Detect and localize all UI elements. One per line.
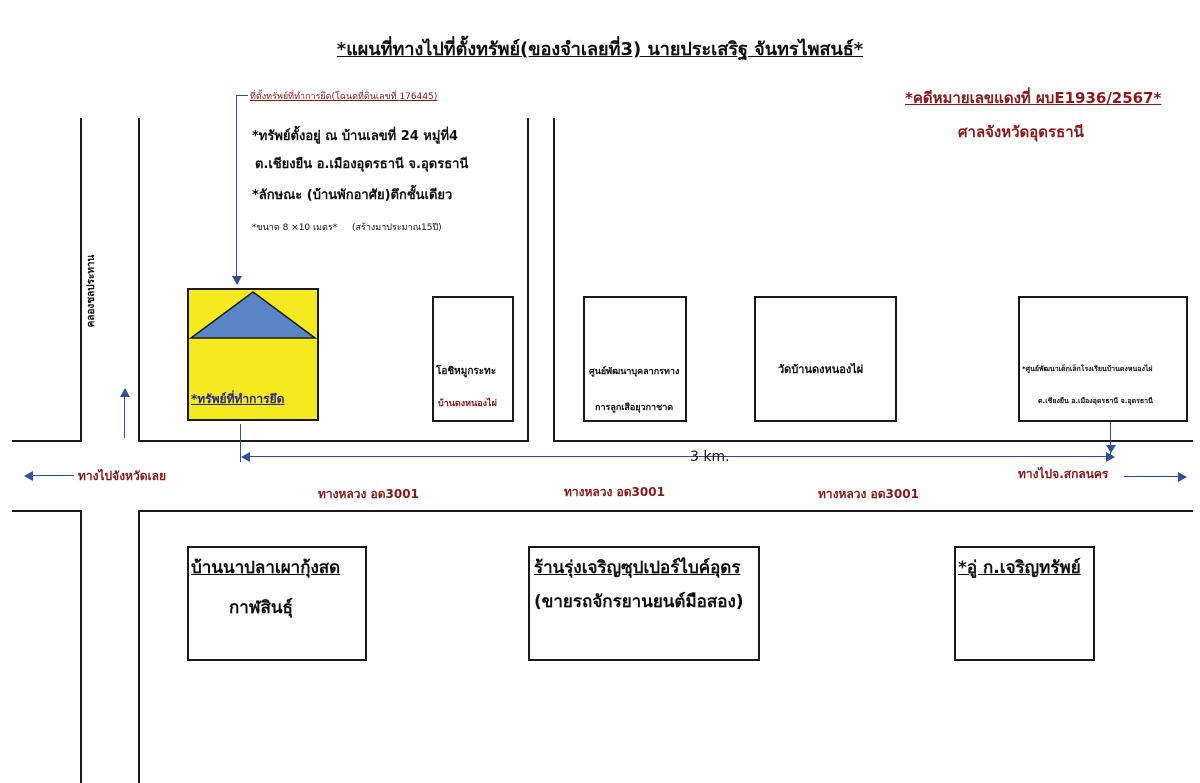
main-road-top-mid: [138, 440, 529, 442]
restaurant-line1: บ้านนาปลาเผากุ้งสด: [191, 558, 341, 578]
property-size: *ขนาด 8 ×10 เมตร*: [252, 223, 338, 233]
court-name: ศาลจังหวัดอุดรธานี: [958, 123, 1084, 141]
direction-left-line: [32, 475, 74, 476]
road-label-1: ทางหลวง อด3001: [318, 487, 419, 501]
distance-label: 3 km.: [690, 449, 730, 465]
landmark-child-dev-center: [1018, 296, 1188, 422]
landmark-scout-line1: ศูนย์พัฒนาบุคลากรทาง: [589, 367, 680, 377]
canal-arrow-up-icon: [120, 388, 130, 397]
canal-label: คลองชลประทาน: [86, 254, 97, 328]
deed-arrow-horizontal: [236, 95, 248, 96]
landmark-restaurant: [187, 546, 367, 661]
landmark-scout-center: [583, 296, 687, 422]
left-road-edge-outer-upper: [80, 118, 82, 440]
left-road-edge-outer-lower: [80, 510, 82, 783]
direction-left-label: ทางไปจังหวัดเลย: [78, 469, 166, 483]
landmark-child-line1: *ศูนย์พัฒนาเด็กเล็กโรงเรียนบ้านดงหนองไผ่: [1022, 365, 1153, 373]
landmark-superbike-shop: [528, 546, 760, 661]
main-road-top-left: [12, 440, 82, 442]
distance-line: [248, 456, 1110, 457]
direction-left-arrow-icon: [24, 471, 33, 481]
page-title: *แผนที่ทางไปที่ตั้งทรัพย์(ของจำเลยที่3) นายประเสริฐ จันทรไพสนธ์*: [336, 39, 864, 60]
main-road-bottom-left: [12, 510, 82, 512]
deed-arrow-head-icon: [232, 276, 242, 285]
left-road-edge-inner-upper: [138, 118, 140, 440]
landmark-wat-line1: วัดบ้านดงหนองไผ่: [778, 363, 864, 376]
left-road-edge-inner-lower: [138, 510, 140, 783]
direction-right-label: ทางไปจ.สกลนคร: [1018, 467, 1109, 481]
main-road-top-right: [553, 440, 1193, 442]
restaurant-line2: กาฬสินธุ์: [229, 598, 293, 618]
location-line1: *ทรัพย์ตั้งอยู่ ณ บ้านเลขที่ 24 หมู่ที่4: [252, 129, 459, 144]
location-line2: ต.เชียงยืน อ.เมืองอุดรธานี จ.อุดรธานี: [255, 157, 469, 172]
distance-left-arrow-icon: [241, 452, 250, 462]
deed-arrow-vertical: [236, 95, 237, 278]
canal-arrow-line: [124, 396, 125, 438]
superbike-line1: ร้านรุ่งเจริญซุปเปอร์ไบค์อุดร: [534, 558, 741, 578]
house-roof-icon: [189, 290, 317, 342]
superbike-line2: (ขายรถจักรยานยนต์มือสอง): [534, 592, 744, 612]
landmark-ochi-line2: บ้านดงหนองไผ่: [438, 399, 497, 409]
landmark-wat-dong-nong-phai: [754, 296, 897, 422]
seized-property: [187, 288, 319, 421]
landmark-ochi-line1: โอชิหมูกระทะ: [436, 366, 497, 377]
landmark-child-line2: ต.เชียงยืน อ.เมืองอุดรธานี จ.อุดรธานี: [1038, 397, 1153, 405]
property-built: (สร้างมาประมาณ15ปี): [352, 223, 442, 233]
deed-label: ที่ตั้งทรัพย์ที่ทำการยึด(โฉนดที่ดินเลขที่ 176445): [250, 92, 438, 102]
road-label-3: ทางหลวง อด3001: [818, 487, 919, 501]
case-number: *คดีหมายเลขแดงที่ ผบE1936/2567*: [905, 89, 1162, 107]
side-street-left-edge: [527, 118, 529, 440]
direction-right-arrow-icon: [1178, 472, 1187, 482]
direction-right-line: [1124, 476, 1180, 477]
main-road-bottom-right: [138, 510, 1193, 512]
landmark-ochi-moo-kratha: [432, 296, 514, 422]
garage-line1: *อู่ ก.เจริญทรัพย์: [958, 558, 1081, 578]
landmark-scout-line2: การลูกเสือยุวกาชาด: [595, 403, 674, 413]
distance-right-down-arrow-icon: [1106, 445, 1116, 453]
road-label-2: ทางหลวง อด3001: [564, 485, 665, 499]
landmark-garage: [954, 546, 1095, 661]
seized-property-label: *ทรัพย์ที่ทำการยึด: [191, 392, 285, 406]
side-street-right-edge: [553, 118, 555, 440]
property-type: *ลักษณะ (บ้านพักอาศัย)ตึกชั้นเดียว: [252, 188, 453, 203]
